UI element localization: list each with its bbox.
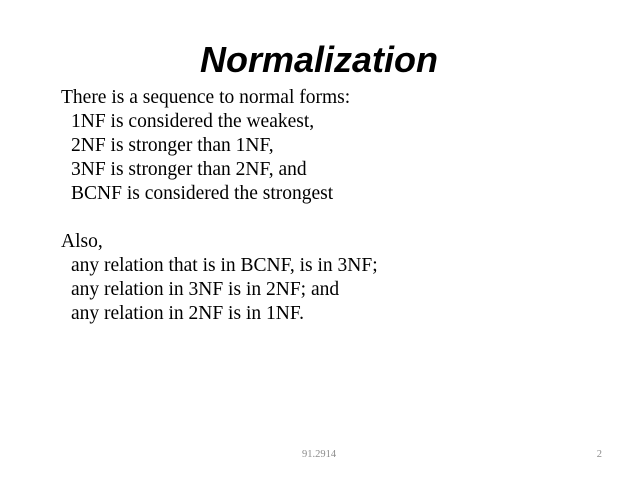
page-number: 2 <box>596 449 602 460</box>
slide-title: Normalization <box>199 39 439 80</box>
footer-course-code: 91.2914 <box>301 449 337 460</box>
also-label: Also, <box>61 231 103 252</box>
sequence-item: 2NF is stronger than 1NF, <box>71 135 274 156</box>
blank-line <box>61 206 621 230</box>
sequence-item: 1NF is considered the weakest, <box>71 111 315 132</box>
sequence-item: BCNF is considered the strongest <box>71 183 334 204</box>
intro-line: There is a sequence to normal forms: <box>61 87 351 108</box>
also-item: any relation in 2NF is in 1NF. <box>71 303 304 324</box>
also-item: any relation that is in BCNF, is in 3NF; <box>71 255 378 276</box>
slide-body <box>61 86 621 326</box>
sequence-item: 3NF is stronger than 2NF, and <box>71 159 307 180</box>
also-item: any relation in 3NF is in 2NF; and <box>71 279 340 300</box>
